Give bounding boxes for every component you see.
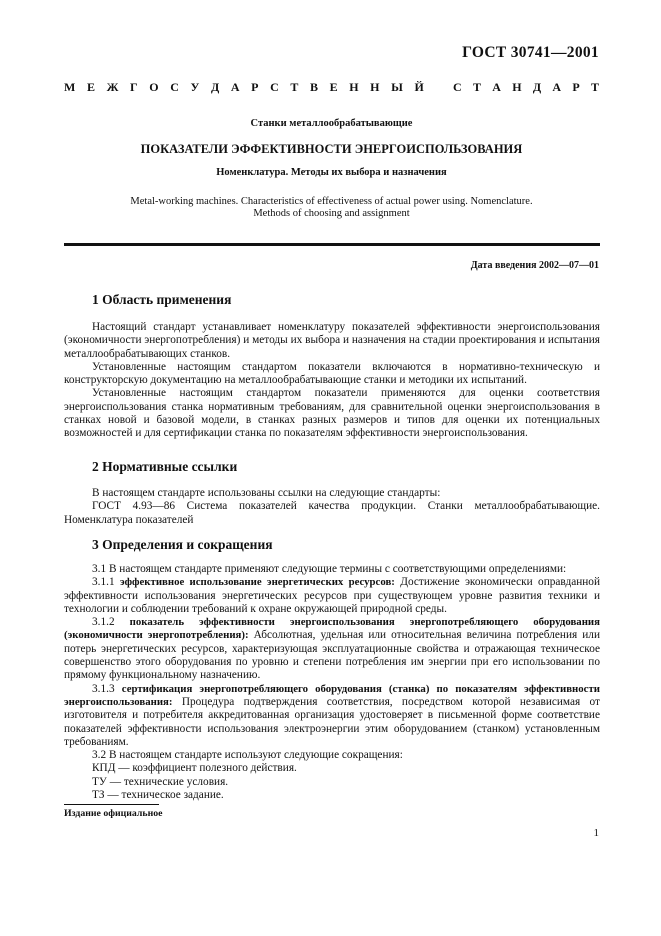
subject-title: Станки металлообрабатывающие [250,118,413,129]
section-1-paragraph: Установленные настоящим стандартом показатели применяются для оценки соответствия энергоиспользования станка нормативным требованиям, для сравнительной оценки энергоиспользования в станках новой и базовой модели, в станках разных размеров и типов для оценки их потенциальных возможностей и для сертификации станка по показателям эффективности энергоиспользования. [64,387,600,440]
section-1-paragraph: Настоящий стандарт устанавливает номенклатуру показателей эффективности энергоиспользования (экономичности энергопотребления) и методы их выбора и назначения на стадии проектирования и испытания металлообрабатывающих станков. [64,321,600,360]
term: эффективное использование энергетических ресурсов: [119,576,395,589]
banner-letter: Ж [106,80,119,94]
banner-letter: А [492,80,501,94]
abbreviation-item: КПД — коэффициент полезного действия. [92,762,297,775]
interstate-standard-banner [64,80,599,95]
banner-letter: Д [210,80,220,94]
banner-letter: Е [86,80,95,94]
banner-letter: Н [349,80,359,94]
clause-3-1-3 [64,683,600,749]
section-1-heading: 1 Область применения [92,292,232,307]
clause-3-1-1 [64,576,600,616]
banner-letter: С [453,80,462,94]
banner-letter: О [149,80,159,94]
abbreviation-item: ТЗ — техническое задание. [92,789,224,802]
subtitle: Номенклатура. Методы их выбора и назначения [216,167,447,178]
header-divider [64,243,600,246]
definition: Процедура подтверждения соответствия, посредством которой независимая от изготовителя и потребителя аккредитованная организация удостоверяет в письменной форме соответствие показателей эффективности использования электроэнергии этим оборудованием (станком) установленным требованиям. [64,695,600,748]
banner-letter: Ы [391,80,403,94]
clause-3-1-2 [64,616,600,682]
main-title: ПОКАЗАТЕЛИ ЭФФЕКТИВНОСТИ ЭНЕРГОИСПОЛЬЗОВАНИЯ [140,142,523,156]
section-3-heading: 3 Определения и сокращения [92,537,273,552]
banner-letter: Г [130,80,138,94]
section-3-body [64,563,600,802]
banner-letter: А [230,80,240,94]
section-1-paragraph: Установленные настоящим стандартом показатели включаются в нормативно-техническую и конструкторскую документацию на металлообрабатывающие станки и методики их испытаний. [64,360,600,387]
english-title-text: Metal-working machines. Characteristics of effectiveness of actual power using. Nomenclature. Methods of choosing and assignment [130,196,533,219]
section-2-heading: 2 Нормативные ссылки [92,459,238,474]
abbreviation-item: ТУ — технические условия. [92,775,229,788]
banner-letter: Т [290,80,299,94]
clause-number: 3.1.3 [92,682,115,695]
term: сертификация энергопотребляющего оборудования (станка) по показателям эффективности энергоиспользования: [64,682,600,708]
section-2-body [64,487,600,527]
banner-letter: Р [251,80,259,94]
banner-letter: Н [512,80,522,94]
banner-letter: М [64,80,76,94]
clause-number: 3.1.1 [92,576,115,589]
banner-word-interstate [64,80,424,95]
clause-3-2: 3.2 В настоящем стандарте используют следующие сокращения: [92,749,403,762]
banner-letter: Е [329,80,338,94]
standard-code: ГОСТ 30741—2001 [462,44,599,61]
english-title [64,196,599,220]
banner-letter: В [309,80,318,94]
section-2-paragraph: В настоящем стандарте использованы ссылки на следующие стандарты: [92,487,441,499]
banner-letter: Т [590,80,599,94]
official-edition-label: Издание официальное [64,808,163,819]
footer-divider [64,804,159,805]
clause-3-1: 3.1 В настоящем стандарте применяют следующие термины с соответствующими определениями: [92,563,567,575]
banner-letter: Р [572,80,580,94]
introduction-date: Дата введения 2002—07—01 [470,260,599,271]
section-1-body [64,321,600,441]
banner-letter: Й [414,80,424,94]
banner-letter: Т [472,80,481,94]
banner-letter: Н [370,80,380,94]
definition: Абсолютная, удельная или относительная величина потребления или потерь энергетических ресурсов, характеризующая эксплуатационные свойства и отражающая техническое совершенство этого оборудования по уровню и степени потребления им энергии при его использовании по прямому функциональному назначению. [64,629,600,682]
banner-letter: С [270,80,279,94]
clause-number: 3.1.2 [92,616,115,629]
banner-letter: А [552,80,562,94]
definition: Достижение экономически оправданной эффективности использования энергетических ресурсов при существующем уровне развития техники и технологии и соблюдении требований к охране окружающей природной среды. [64,576,601,615]
banner-word-standard [453,80,599,95]
page-number: 1 [593,827,599,839]
banner-letter: У [190,80,200,94]
banner-letter: Д [532,80,542,94]
banner-letter: С [170,80,179,94]
term: показатель эффективности энергоиспользования энергопотребляющего оборудования (экономичности энергопотребления): [64,616,600,642]
normative-reference: ГОСТ 4.93—86 Система показателей качества продукции. Станки металлообрабатывающие. Номенклатура показателей [64,500,600,526]
